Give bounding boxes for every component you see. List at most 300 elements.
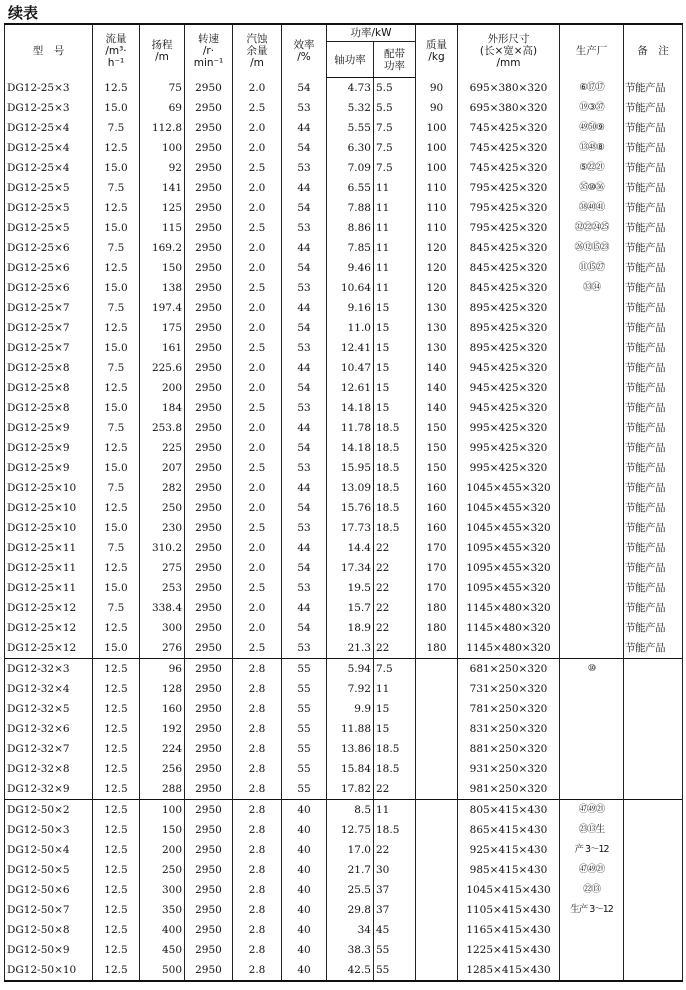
cell-shaft-power: 17.34 bbox=[327, 558, 374, 578]
cell-shaft-power: 17.73 bbox=[327, 518, 374, 538]
cell-shaft-power: 21.3 bbox=[327, 638, 374, 659]
cell-efficiency: 44 bbox=[282, 358, 327, 378]
cell-model: DG12-25×12 bbox=[5, 638, 93, 659]
cell-model: DG12-50×4 bbox=[5, 840, 93, 860]
cell-model: DG12-25×12 bbox=[5, 618, 93, 638]
cell-motor-power: 37 bbox=[374, 900, 416, 920]
cell-mass: 90 bbox=[416, 98, 458, 118]
cell-npsh: 2.5 bbox=[233, 158, 282, 178]
cell-dimensions: 931×250×320 bbox=[458, 759, 560, 779]
cell-npsh: 2.0 bbox=[233, 498, 282, 518]
cell-npsh: 2.5 bbox=[233, 638, 282, 659]
header-efficiency: 效率 /% bbox=[282, 24, 327, 78]
cell-dimensions: 1045×455×320 bbox=[458, 478, 560, 498]
cell-model: DG12-25×4 bbox=[5, 138, 93, 158]
cell-speed: 2950 bbox=[185, 578, 233, 598]
cell-motor-power: 15 bbox=[374, 298, 416, 318]
cell-shaft-power: 15.76 bbox=[327, 498, 374, 518]
cell-flow: 7.5 bbox=[93, 598, 140, 618]
cell-manufacturer: ㊼㊾㉑ bbox=[560, 860, 624, 880]
cell-remark: 节能产品 bbox=[624, 418, 683, 438]
cell-dimensions: 895×425×320 bbox=[458, 338, 560, 358]
cell-model: DG12-25×5 bbox=[5, 198, 93, 218]
cell-shaft-power: 7.88 bbox=[327, 198, 374, 218]
cell-head: 338.4 bbox=[140, 598, 185, 618]
header-dimensions: 外形尺寸 (长×宽×高) /mm bbox=[458, 24, 560, 78]
cell-dimensions: 945×425×320 bbox=[458, 398, 560, 418]
cell-mass: 180 bbox=[416, 618, 458, 638]
cell-npsh: 2.0 bbox=[233, 198, 282, 218]
cell-model: DG12-25×5 bbox=[5, 178, 93, 198]
table-row bbox=[5, 518, 683, 538]
cell-manufacturer bbox=[560, 338, 624, 358]
cell-model: DG12-25×6 bbox=[5, 258, 93, 278]
cell-mass bbox=[416, 779, 458, 800]
cell-flow: 12.5 bbox=[93, 679, 140, 699]
cell-head: 282 bbox=[140, 478, 185, 498]
cell-shaft-power: 12.61 bbox=[327, 378, 374, 398]
cell-remark bbox=[624, 860, 683, 880]
cell-shaft-power: 9.46 bbox=[327, 258, 374, 278]
cell-mass bbox=[416, 880, 458, 900]
cell-npsh: 2.5 bbox=[233, 338, 282, 358]
cell-head: 100 bbox=[140, 800, 185, 821]
cell-npsh: 2.0 bbox=[233, 258, 282, 278]
cell-manufacturer: 生产 3～12 bbox=[560, 900, 624, 920]
cell-efficiency: 40 bbox=[282, 860, 327, 880]
cell-motor-power: 37 bbox=[374, 880, 416, 900]
table-row bbox=[5, 458, 683, 478]
cell-remark: 节能产品 bbox=[624, 478, 683, 498]
cell-mass: 140 bbox=[416, 358, 458, 378]
cell-flow: 12.5 bbox=[93, 880, 140, 900]
cell-npsh: 2.5 bbox=[233, 518, 282, 538]
cell-mass: 110 bbox=[416, 218, 458, 238]
cell-npsh: 2.0 bbox=[233, 618, 282, 638]
cell-head: 200 bbox=[140, 378, 185, 398]
cell-shaft-power: 11.0 bbox=[327, 318, 374, 338]
cell-dimensions: 805×415×430 bbox=[458, 800, 560, 821]
cell-efficiency: 44 bbox=[282, 418, 327, 438]
cell-head: 450 bbox=[140, 940, 185, 960]
cell-shaft-power: 29.8 bbox=[327, 900, 374, 920]
cell-dimensions: 695×380×320 bbox=[458, 78, 560, 99]
table-row bbox=[5, 298, 683, 318]
cell-model: DG12-25×4 bbox=[5, 158, 93, 178]
cell-motor-power: 7.5 bbox=[374, 659, 416, 680]
cell-efficiency: 54 bbox=[282, 198, 327, 218]
cell-speed: 2950 bbox=[185, 138, 233, 158]
cell-head: 253 bbox=[140, 578, 185, 598]
cell-speed: 2950 bbox=[185, 598, 233, 618]
cell-shaft-power: 6.30 bbox=[327, 138, 374, 158]
cell-flow: 12.5 bbox=[93, 920, 140, 940]
cell-model: DG12-32×7 bbox=[5, 739, 93, 759]
cell-speed: 2950 bbox=[185, 900, 233, 920]
cell-shaft-power: 13.09 bbox=[327, 478, 374, 498]
cell-manufacturer bbox=[560, 598, 624, 618]
cell-head: 225.6 bbox=[140, 358, 185, 378]
cell-model: DG12-25×6 bbox=[5, 278, 93, 298]
cell-motor-power: 15 bbox=[374, 719, 416, 739]
table-row bbox=[5, 800, 683, 821]
cell-manufacturer bbox=[560, 498, 624, 518]
cell-motor-power: 18.5 bbox=[374, 498, 416, 518]
cell-npsh: 2.5 bbox=[233, 458, 282, 478]
cell-efficiency: 40 bbox=[282, 820, 327, 840]
cell-speed: 2950 bbox=[185, 418, 233, 438]
cell-manufacturer bbox=[560, 578, 624, 598]
cell-speed: 2950 bbox=[185, 659, 233, 680]
cell-motor-power: 11 bbox=[374, 278, 416, 298]
cell-efficiency: 53 bbox=[282, 278, 327, 298]
cell-motor-power: 18.5 bbox=[374, 438, 416, 458]
cell-speed: 2950 bbox=[185, 820, 233, 840]
table-row bbox=[5, 338, 683, 358]
cell-head: 253.8 bbox=[140, 418, 185, 438]
cell-model: DG12-25×12 bbox=[5, 598, 93, 618]
cell-remark: 节能产品 bbox=[624, 578, 683, 598]
cell-remark bbox=[624, 739, 683, 759]
cell-remark bbox=[624, 779, 683, 800]
cell-shaft-power: 15.95 bbox=[327, 458, 374, 478]
cell-dimensions: 1105×415×430 bbox=[458, 900, 560, 920]
header-remark: 备 注 bbox=[624, 24, 683, 78]
cell-manufacturer: ㊼㊾㉑ bbox=[560, 800, 624, 821]
cell-flow: 15.0 bbox=[93, 638, 140, 659]
table-row bbox=[5, 498, 683, 518]
cell-flow: 12.5 bbox=[93, 960, 140, 981]
cell-mass: 110 bbox=[416, 178, 458, 198]
cell-speed: 2950 bbox=[185, 618, 233, 638]
cell-npsh: 2.8 bbox=[233, 920, 282, 940]
cell-efficiency: 54 bbox=[282, 318, 327, 338]
cell-manufacturer bbox=[560, 759, 624, 779]
cell-model: DG12-25×10 bbox=[5, 518, 93, 538]
cell-manufacturer bbox=[560, 538, 624, 558]
cell-speed: 2950 bbox=[185, 358, 233, 378]
cell-model: DG12-50×6 bbox=[5, 880, 93, 900]
cell-speed: 2950 bbox=[185, 158, 233, 178]
cell-manufacturer: ㊾㊿⑨ bbox=[560, 118, 624, 138]
cell-dimensions: 895×425×320 bbox=[458, 298, 560, 318]
cell-manufacturer bbox=[560, 699, 624, 719]
cell-mass bbox=[416, 940, 458, 960]
cell-motor-power: 11 bbox=[374, 258, 416, 278]
header-manufacturer: 生产厂 bbox=[560, 24, 624, 78]
cell-dimensions: 1285×415×430 bbox=[458, 960, 560, 981]
cell-head: 141 bbox=[140, 178, 185, 198]
cell-efficiency: 44 bbox=[282, 598, 327, 618]
cell-manufacturer bbox=[560, 739, 624, 759]
table-row bbox=[5, 358, 683, 378]
cell-head: 115 bbox=[140, 218, 185, 238]
cell-head: 100 bbox=[140, 138, 185, 158]
table-row bbox=[5, 258, 683, 278]
cell-flow: 15.0 bbox=[93, 98, 140, 118]
cell-dimensions: 925×415×430 bbox=[458, 840, 560, 860]
cell-flow: 15.0 bbox=[93, 278, 140, 298]
table-row bbox=[5, 558, 683, 578]
cell-mass bbox=[416, 840, 458, 860]
table-row bbox=[5, 880, 683, 900]
cell-npsh: 2.8 bbox=[233, 679, 282, 699]
table-row bbox=[5, 598, 683, 618]
table-caption: 续表 bbox=[8, 4, 39, 22]
table-row bbox=[5, 98, 683, 118]
cell-motor-power: 18.5 bbox=[374, 518, 416, 538]
cell-efficiency: 40 bbox=[282, 880, 327, 900]
cell-flow: 12.5 bbox=[93, 759, 140, 779]
cell-model: DG12-25×7 bbox=[5, 318, 93, 338]
cell-head: 288 bbox=[140, 779, 185, 800]
cell-flow: 12.5 bbox=[93, 378, 140, 398]
cell-mass: 110 bbox=[416, 198, 458, 218]
cell-efficiency: 53 bbox=[282, 98, 327, 118]
cell-remark: 节能产品 bbox=[624, 398, 683, 418]
table-row bbox=[5, 158, 683, 178]
cell-mass: 150 bbox=[416, 418, 458, 438]
cell-head: 112.8 bbox=[140, 118, 185, 138]
cell-shaft-power: 8.5 bbox=[327, 800, 374, 821]
cell-model: DG12-50×2 bbox=[5, 800, 93, 821]
table-row bbox=[5, 739, 683, 759]
cell-mass: 170 bbox=[416, 538, 458, 558]
cell-motor-power: 22 bbox=[374, 538, 416, 558]
cell-npsh: 2.0 bbox=[233, 558, 282, 578]
table-row bbox=[5, 578, 683, 598]
cell-mass: 180 bbox=[416, 598, 458, 618]
cell-efficiency: 44 bbox=[282, 238, 327, 258]
cell-efficiency: 54 bbox=[282, 78, 327, 99]
cell-speed: 2950 bbox=[185, 218, 233, 238]
cell-dimensions: 995×425×320 bbox=[458, 438, 560, 458]
cell-model: DG12-32×6 bbox=[5, 719, 93, 739]
cell-motor-power: 11 bbox=[374, 800, 416, 821]
cell-mass bbox=[416, 820, 458, 840]
table-row bbox=[5, 378, 683, 398]
cell-flow: 15.0 bbox=[93, 338, 140, 358]
cell-npsh: 2.8 bbox=[233, 840, 282, 860]
cell-remark: 节能产品 bbox=[624, 138, 683, 158]
cell-dimensions: 1095×455×320 bbox=[458, 538, 560, 558]
cell-shaft-power: 17.82 bbox=[327, 779, 374, 800]
table-row bbox=[5, 820, 683, 840]
cell-motor-power: 18.5 bbox=[374, 458, 416, 478]
cell-efficiency: 53 bbox=[282, 398, 327, 418]
cell-model: DG12-25×11 bbox=[5, 578, 93, 598]
cell-head: 161 bbox=[140, 338, 185, 358]
cell-npsh: 2.8 bbox=[233, 779, 282, 800]
cell-motor-power: 18.5 bbox=[374, 739, 416, 759]
cell-mass: 150 bbox=[416, 458, 458, 478]
cell-remark: 节能产品 bbox=[624, 78, 683, 99]
cell-motor-power: 15 bbox=[374, 358, 416, 378]
cell-remark bbox=[624, 940, 683, 960]
cell-dimensions: 995×425×320 bbox=[458, 458, 560, 478]
cell-shaft-power: 6.55 bbox=[327, 178, 374, 198]
cell-shaft-power: 15.7 bbox=[327, 598, 374, 618]
cell-efficiency: 55 bbox=[282, 739, 327, 759]
cell-npsh: 2.8 bbox=[233, 860, 282, 880]
cell-efficiency: 55 bbox=[282, 719, 327, 739]
table-row bbox=[5, 618, 683, 638]
cell-flow: 12.5 bbox=[93, 820, 140, 840]
cell-motor-power: 22 bbox=[374, 638, 416, 659]
cell-dimensions: 1095×455×320 bbox=[458, 578, 560, 598]
cell-head: 225 bbox=[140, 438, 185, 458]
cell-flow: 15.0 bbox=[93, 578, 140, 598]
cell-motor-power: 7.5 bbox=[374, 118, 416, 138]
cell-head: 250 bbox=[140, 498, 185, 518]
cell-remark: 节能产品 bbox=[624, 318, 683, 338]
cell-model: DG12-25×3 bbox=[5, 78, 93, 99]
cell-flow: 7.5 bbox=[93, 178, 140, 198]
header-flow: 流量 /m³· h⁻¹ bbox=[93, 24, 140, 78]
cell-shaft-power: 18.9 bbox=[327, 618, 374, 638]
table-row bbox=[5, 118, 683, 138]
cell-shaft-power: 21.7 bbox=[327, 860, 374, 880]
cell-flow: 7.5 bbox=[93, 298, 140, 318]
table-row bbox=[5, 478, 683, 498]
cell-mass: 170 bbox=[416, 558, 458, 578]
table-row bbox=[5, 538, 683, 558]
cell-efficiency: 44 bbox=[282, 478, 327, 498]
table-row bbox=[5, 920, 683, 940]
cell-efficiency: 55 bbox=[282, 759, 327, 779]
cell-head: 310.2 bbox=[140, 538, 185, 558]
cell-npsh: 2.8 bbox=[233, 699, 282, 719]
cell-efficiency: 55 bbox=[282, 699, 327, 719]
cell-head: 175 bbox=[140, 318, 185, 338]
cell-flow: 12.5 bbox=[93, 558, 140, 578]
cell-npsh: 2.5 bbox=[233, 398, 282, 418]
cell-manufacturer: ⑲③㊲ bbox=[560, 98, 624, 118]
cell-remark: 节能产品 bbox=[624, 558, 683, 578]
cell-motor-power: 22 bbox=[374, 779, 416, 800]
cell-speed: 2950 bbox=[185, 518, 233, 538]
cell-manufacturer: ㉒⑬ bbox=[560, 880, 624, 900]
cell-head: 230 bbox=[140, 518, 185, 538]
cell-mass: 120 bbox=[416, 258, 458, 278]
header-motor-power: 配带 功率 bbox=[374, 42, 416, 78]
cell-model: DG12-32×8 bbox=[5, 759, 93, 779]
table-row bbox=[5, 840, 683, 860]
cell-npsh: 2.8 bbox=[233, 800, 282, 821]
cell-motor-power: 7.5 bbox=[374, 158, 416, 178]
cell-mass: 130 bbox=[416, 298, 458, 318]
cell-remark: 节能产品 bbox=[624, 98, 683, 118]
cell-speed: 2950 bbox=[185, 759, 233, 779]
cell-mass bbox=[416, 699, 458, 719]
cell-speed: 2950 bbox=[185, 198, 233, 218]
cell-remark: 节能产品 bbox=[624, 298, 683, 318]
cell-mass: 160 bbox=[416, 518, 458, 538]
cell-head: 150 bbox=[140, 258, 185, 278]
cell-dimensions: 945×425×320 bbox=[458, 378, 560, 398]
cell-shaft-power: 14.4 bbox=[327, 538, 374, 558]
cell-flow: 12.5 bbox=[93, 438, 140, 458]
cell-shaft-power: 11.78 bbox=[327, 418, 374, 438]
cell-npsh: 2.8 bbox=[233, 759, 282, 779]
cell-mass: 140 bbox=[416, 398, 458, 418]
cell-shaft-power: 38.3 bbox=[327, 940, 374, 960]
cell-speed: 2950 bbox=[185, 779, 233, 800]
cell-efficiency: 53 bbox=[282, 158, 327, 178]
cell-remark: 节能产品 bbox=[624, 218, 683, 238]
cell-flow: 12.5 bbox=[93, 719, 140, 739]
cell-head: 75 bbox=[140, 78, 185, 99]
header-npsh: 汽蚀 余量 /m bbox=[233, 24, 282, 78]
cell-npsh: 2.0 bbox=[233, 298, 282, 318]
cell-manufacturer bbox=[560, 920, 624, 940]
cell-npsh: 2.8 bbox=[233, 659, 282, 680]
cell-model: DG12-25×11 bbox=[5, 558, 93, 578]
cell-manufacturer bbox=[560, 378, 624, 398]
cell-manufacturer bbox=[560, 960, 624, 981]
cell-flow: 7.5 bbox=[93, 238, 140, 258]
cell-dimensions: 1045×455×320 bbox=[458, 518, 560, 538]
cell-shaft-power: 14.18 bbox=[327, 438, 374, 458]
cell-dimensions: 1225×415×430 bbox=[458, 940, 560, 960]
table-row bbox=[5, 638, 683, 659]
header-power: 功率/kW bbox=[327, 24, 416, 42]
cell-manufacturer bbox=[560, 719, 624, 739]
cell-head: 250 bbox=[140, 860, 185, 880]
cell-shaft-power: 10.64 bbox=[327, 278, 374, 298]
cell-mass: 130 bbox=[416, 338, 458, 358]
cell-speed: 2950 bbox=[185, 800, 233, 821]
cell-motor-power: 30 bbox=[374, 860, 416, 880]
cell-head: 128 bbox=[140, 679, 185, 699]
cell-shaft-power: 14.18 bbox=[327, 398, 374, 418]
cell-efficiency: 40 bbox=[282, 920, 327, 940]
cell-shaft-power: 25.5 bbox=[327, 880, 374, 900]
header-head: 扬程 /m bbox=[140, 24, 185, 78]
table-header bbox=[5, 24, 683, 78]
cell-speed: 2950 bbox=[185, 840, 233, 860]
cell-dimensions: 845×425×320 bbox=[458, 258, 560, 278]
cell-efficiency: 53 bbox=[282, 518, 327, 538]
cell-flow: 12.5 bbox=[93, 699, 140, 719]
cell-efficiency: 54 bbox=[282, 438, 327, 458]
cell-shaft-power: 15.84 bbox=[327, 759, 374, 779]
cell-mass bbox=[416, 759, 458, 779]
cell-npsh: 2.0 bbox=[233, 478, 282, 498]
cell-npsh: 2.0 bbox=[233, 118, 282, 138]
cell-npsh: 2.8 bbox=[233, 940, 282, 960]
cell-npsh: 2.8 bbox=[233, 900, 282, 920]
table-row bbox=[5, 218, 683, 238]
cell-dimensions: 695×380×320 bbox=[458, 98, 560, 118]
cell-mass bbox=[416, 860, 458, 880]
cell-remark bbox=[624, 659, 683, 680]
cell-dimensions: 795×425×320 bbox=[458, 198, 560, 218]
cell-model: DG12-50×5 bbox=[5, 860, 93, 880]
cell-efficiency: 40 bbox=[282, 960, 327, 981]
cell-motor-power: 22 bbox=[374, 558, 416, 578]
cell-head: 207 bbox=[140, 458, 185, 478]
table-row bbox=[5, 719, 683, 739]
table-row bbox=[5, 238, 683, 258]
cell-dimensions: 1145×480×320 bbox=[458, 638, 560, 659]
cell-mass: 140 bbox=[416, 378, 458, 398]
cell-speed: 2950 bbox=[185, 920, 233, 940]
cell-shaft-power: 42.5 bbox=[327, 960, 374, 981]
cell-motor-power: 18.5 bbox=[374, 759, 416, 779]
cell-npsh: 2.0 bbox=[233, 178, 282, 198]
cell-efficiency: 44 bbox=[282, 178, 327, 198]
